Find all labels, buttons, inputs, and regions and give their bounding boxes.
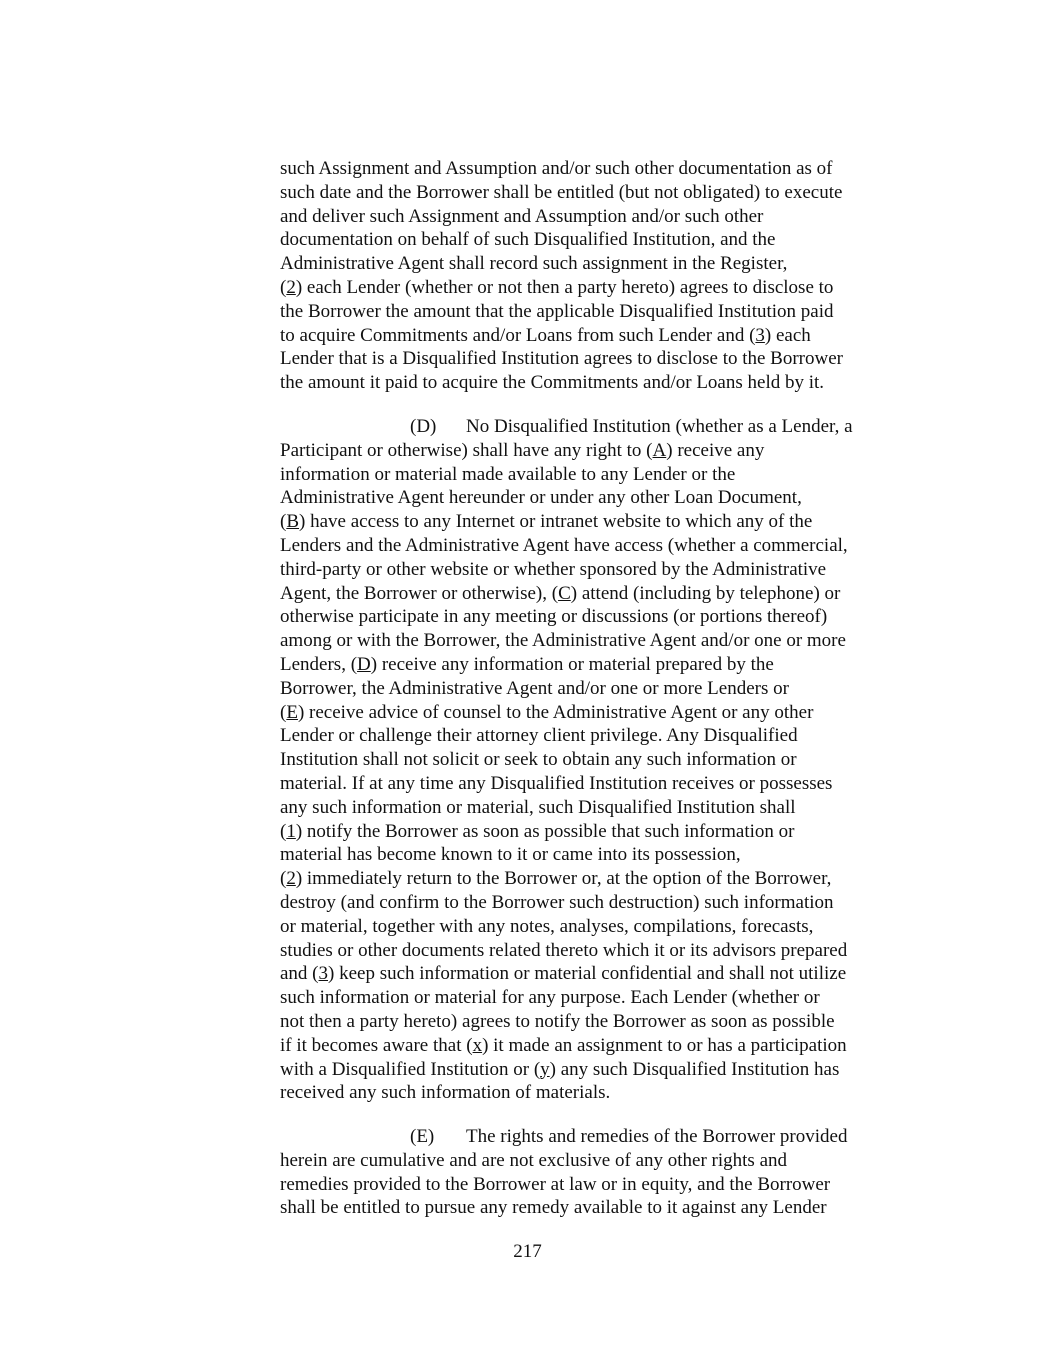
page-number: 217	[513, 1241, 542, 1262]
text-line: Lenders, (D) receive any information or material prepared by the	[280, 653, 774, 675]
text-line: among or with the Borrower, the Administrative Agent and/or one or more	[280, 630, 846, 652]
text-line: such information or material for any purpose. Each Lender (whether or	[280, 987, 820, 1009]
text-line: Lender that is a Disqualified Institution agrees to disclose to the Borrower	[280, 348, 843, 370]
clause-marker: D	[357, 653, 371, 675]
text-line: such Assignment and Assumption and/or such other documentation as of	[280, 158, 833, 179]
text-line: or material, together with any notes, analyses, compilations, forecasts,	[280, 915, 814, 937]
text-line: Agent, the Borrower or otherwise), (C) attend (including by telephone) or	[280, 582, 841, 604]
text-line: studies or other documents related thereto which it or its advisors prepared	[280, 939, 848, 961]
text-line: information or material made available to any Lender or the	[280, 463, 736, 485]
text-line: and deliver such Assignment and Assumption and/or such other	[280, 205, 764, 227]
clause-marker: x	[472, 1034, 483, 1056]
clause-marker: 2	[286, 276, 296, 298]
paragraph-label: (D)	[410, 416, 437, 437]
text-line: Administrative Agent hereunder or under any other Loan Document,	[280, 487, 802, 509]
text-line: with a Disqualified Institution or (y) any such Disqualified Institution has	[280, 1058, 840, 1080]
text-line: third-party or other website or whether sponsored by the Administrative	[280, 558, 827, 580]
text-line: material has become known to it or came into its possession,	[280, 844, 741, 866]
text-line: (2) each Lender (whether or not then a party hereto) agrees to disclose to	[280, 276, 834, 298]
text-line: (2) immediately return to the Borrower or, at the option of the Borrower,	[280, 868, 832, 890]
text-line: to acquire Commitments and/or Loans from such Lender and (3) each	[280, 324, 811, 346]
paragraph-d	[280, 415, 920, 1105]
text-line: documentation on behalf of such Disqualified Institution, and the	[280, 229, 776, 251]
clause-marker: B	[286, 511, 300, 533]
text-line: (B) have access to any Internet or intranet website to which any of the	[280, 511, 813, 533]
text-line: Institution shall not solicit or seek to obtain any such information or	[280, 749, 797, 771]
clause-marker: 1	[286, 820, 296, 842]
text-line: (1) notify the Borrower as soon as possible that such information or	[280, 820, 795, 842]
paragraph-label: (E)	[410, 1126, 435, 1147]
text-line: if it becomes aware that (x) it made an assignment to or has a participation	[280, 1034, 847, 1056]
text-line: Lenders and the Administrative Agent have access (whether a commercial,	[280, 534, 848, 556]
text-line: Administrative Agent shall record such assignment in the Register,	[280, 253, 788, 275]
text-line: the amount it paid to acquire the Commitments and/or Loans held by it.	[280, 372, 825, 394]
clause-marker: y	[540, 1058, 550, 1080]
text-line: not then a party hereto) agrees to notify the Borrower as soon as possible	[280, 1010, 835, 1032]
paragraph-e	[280, 1125, 920, 1220]
clause-marker: 2	[286, 868, 296, 890]
text-line: received any such information of materials.	[280, 1082, 611, 1104]
text-line: the Borrower the amount that the applicable Disqualified Institution paid	[280, 300, 834, 322]
paragraph-continuation	[280, 157, 920, 395]
text-line: Participant or otherwise) shall have any right to (A) receive any	[280, 439, 765, 461]
text-line: shall be entitled to pursue any remedy available to it against any Lender	[280, 1197, 827, 1219]
clause-marker: 3	[755, 324, 765, 346]
clause-marker: E	[286, 701, 298, 723]
text-line: herein are cumulative and are not exclusive of any other rights and	[280, 1149, 787, 1171]
text-line: such date and the Borrower shall be entitled (but not obligated) to execute	[280, 181, 843, 203]
text-line: otherwise participate in any meeting or discussions (or portions thereof)	[280, 606, 828, 628]
text-line: (E) The rights and remedies of the Borrower provided	[410, 1126, 848, 1147]
text-line: any such information or material, such Disqualified Institution shall	[280, 796, 796, 818]
text-line: material. If at any time any Disqualified Institution receives or possesses	[280, 772, 833, 794]
text-line: Lender or challenge their attorney client privilege. Any Disqualified	[280, 725, 798, 747]
text-line: (D) No Disqualified Institution (whether as a Lender, a	[410, 416, 853, 437]
text-line: remedies provided to the Borrower at law or in equity, and the Borrower	[280, 1173, 831, 1195]
text-line: Borrower, the Administrative Agent and/or one or more Lenders or	[280, 677, 789, 699]
text-line: destroy (and confirm to the Borrower such destruction) such information	[280, 891, 834, 913]
clause-marker: A	[652, 439, 667, 461]
text-line: (E) receive advice of counsel to the Administrative Agent or any other	[280, 701, 814, 723]
text-line: and (3) keep such information or material confidential and shall not utilize	[280, 963, 847, 985]
clause-marker: C	[558, 582, 571, 604]
clause-marker: 3	[318, 963, 329, 985]
